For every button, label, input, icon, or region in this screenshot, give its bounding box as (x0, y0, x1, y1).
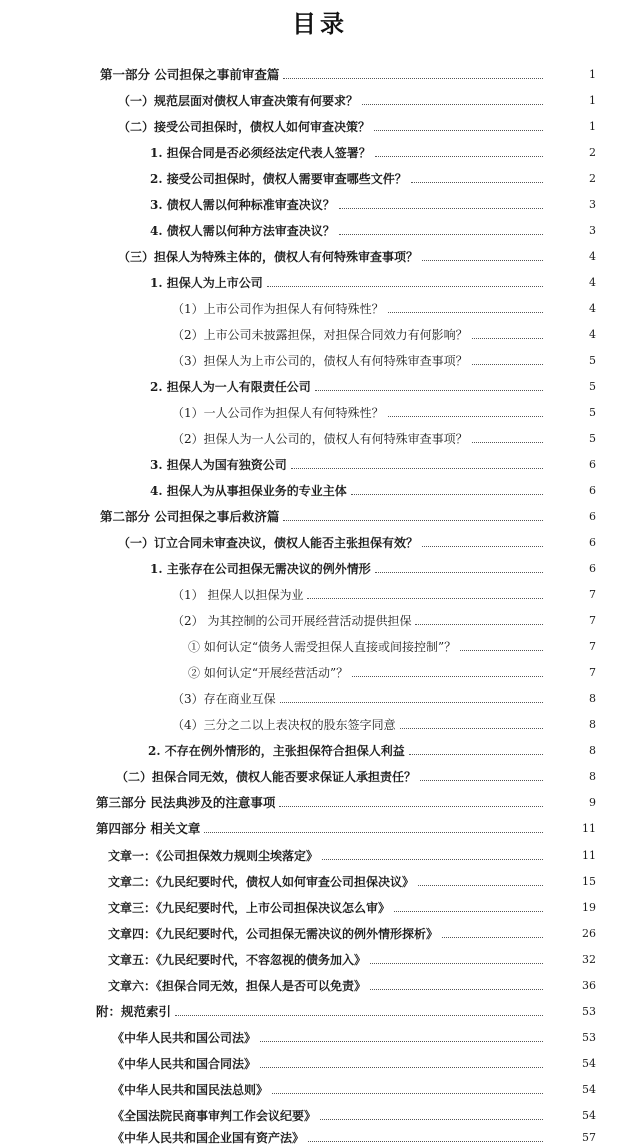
toc-entry[interactable] (112, 1025, 596, 1045)
toc-entry-title: （1）上市公司作为担保人有何特殊性？ (172, 302, 384, 316)
toc-entry[interactable] (150, 478, 596, 498)
toc-leader (415, 624, 543, 625)
toc-entry-title: 2. 不存在例外情形的，主张担保符合担保人利益 (148, 744, 405, 758)
toc-entry-page: 4 (589, 276, 596, 289)
toc-entry-title: 文章五：《九民纪要时代，不容忽视的债务加入》 (108, 953, 367, 967)
toc-entry[interactable] (172, 582, 596, 602)
toc-entry-title: （二）担保合同无效，债权人能否要求保证人承担责任？ (116, 770, 417, 784)
toc-entry-page: 6 (589, 510, 596, 523)
toc-entry-title: 4. 债权人需以何种方法审查决议？ (150, 224, 335, 238)
toc-leader (388, 312, 543, 313)
toc-entry-title: 1. 担保人为上市公司 (150, 276, 263, 290)
toc-entry-page: 7 (589, 640, 596, 653)
toc-leader (472, 364, 543, 365)
toc-entry[interactable] (96, 999, 596, 1019)
toc-entry-title: 文章四：《九民纪要时代，公司担保无需决议的例外情形探析》 (108, 927, 439, 941)
toc-entry-page: 54 (582, 1057, 596, 1070)
toc-entry-page: 8 (589, 770, 596, 783)
toc-leader (308, 1141, 543, 1142)
toc-entry-title: 第二部分 公司担保之事后救济篇 (100, 509, 280, 524)
toc-leader (370, 989, 543, 990)
toc-entry-page: 6 (589, 562, 596, 575)
toc-entry-title: （4）三分之二以上表决权的股东签字同意 (172, 718, 396, 732)
toc-entry-page: 1 (589, 120, 596, 133)
toc-leader (260, 1041, 543, 1042)
toc-entry[interactable] (148, 738, 596, 758)
toc-entry-title: 2. 接受公司担保时，债权人需要审查哪些文件？ (150, 172, 407, 186)
toc-entry-page: 7 (589, 588, 596, 601)
toc-entry-page: 53 (582, 1031, 596, 1044)
toc-entry-page: 8 (589, 718, 596, 731)
toc-leader (283, 520, 543, 521)
toc-entry[interactable] (150, 192, 596, 212)
toc-entry-title: 1. 主张存在公司担保无需决议的例外情形 (150, 562, 371, 576)
toc-entry-title: 文章二：《九民纪要时代，债权人如何审查公司担保决议》 (108, 875, 415, 889)
toc-entry-page: 4 (589, 328, 596, 341)
toc-leader (204, 832, 543, 833)
toc-entry[interactable] (150, 270, 596, 290)
toc-entry-title: 《中华人民共和国企业国有资产法》 (112, 1131, 305, 1145)
toc-leader (322, 859, 543, 860)
toc-entry-page: 8 (589, 692, 596, 705)
toc-entry[interactable] (112, 1051, 596, 1071)
toc-entry-title: 4. 担保人为从事担保业务的专业主体 (150, 484, 347, 498)
toc-leader (175, 1015, 543, 1016)
toc-entry-page: 6 (589, 458, 596, 471)
toc-entry-page: 53 (582, 1005, 596, 1018)
toc-entry[interactable] (96, 816, 596, 836)
toc-entry-title: （3）存在商业互保 (172, 692, 276, 706)
toc-leader (260, 1067, 543, 1068)
toc-leader (422, 260, 543, 261)
toc-leader (374, 130, 543, 131)
toc-entry-title: 3. 债权人需以何种标准审查决议？ (150, 198, 335, 212)
toc-entry-page: 2 (589, 172, 596, 185)
toc-entry-title: （1） 担保人以担保为业 (172, 588, 304, 602)
toc-entry-page: 32 (582, 953, 596, 966)
toc-entry[interactable] (150, 140, 596, 160)
toc-entry[interactable] (172, 686, 596, 706)
toc-entry[interactable] (100, 504, 596, 524)
toc-entry-page: 5 (589, 354, 596, 367)
toc-entry[interactable] (150, 452, 596, 472)
toc-entry[interactable] (172, 400, 596, 420)
toc-leader (375, 156, 543, 157)
toc-entry[interactable] (96, 790, 596, 810)
toc-entry-title: ② 如何认定“开展经营活动”？ (188, 666, 349, 680)
toc-entry-title: ① 如何认定“债务人需受担保人直接或间接控制”？ (188, 640, 457, 654)
toc-leader (411, 182, 543, 183)
toc-leader (472, 338, 543, 339)
toc-leader (307, 598, 543, 599)
toc-leader (339, 234, 543, 235)
toc-leader (352, 676, 543, 677)
toc-entry[interactable] (150, 218, 596, 238)
toc-leader (422, 546, 543, 547)
toc-entry[interactable] (150, 374, 596, 394)
toc-entry-title: 第一部分 公司担保之事前审查篇 (100, 67, 280, 82)
toc-entry-page: 2 (589, 146, 596, 159)
toc-entry-page: 7 (589, 614, 596, 627)
toc-entry-page: 19 (582, 901, 596, 914)
toc-entry-title: 《中华人民共和国合同法》 (112, 1057, 257, 1071)
toc-entry[interactable] (172, 322, 596, 342)
toc-entry[interactable] (118, 88, 596, 108)
toc-entry-page: 5 (589, 380, 596, 393)
toc-entry-title: （二）接受公司担保时，债权人如何审查决策？ (118, 120, 371, 134)
toc-leader (362, 104, 543, 105)
toc-entry[interactable] (150, 166, 596, 186)
toc-entry[interactable] (108, 895, 596, 915)
toc-entry-page: 4 (589, 302, 596, 315)
toc-entry-page: 11 (582, 849, 596, 862)
toc-entry-title: （2）担保人为一人公司的，债权人有何特殊审查事项？ (172, 432, 468, 446)
toc-entry-page: 3 (589, 198, 596, 211)
toc-entry-title: 第四部分 相关文章 (96, 821, 201, 836)
toc-entry-page: 57 (582, 1131, 596, 1144)
toc-entry[interactable] (172, 426, 596, 446)
toc-leader (267, 286, 543, 287)
toc-leader (315, 390, 543, 391)
toc-entry-page: 6 (589, 484, 596, 497)
toc-leader (320, 1119, 543, 1120)
toc-entry[interactable] (112, 1125, 596, 1145)
toc-entry-title: （3）担保人为上市公司的，债权人有何特殊审查事项？ (172, 354, 468, 368)
toc-entry[interactable] (108, 921, 596, 941)
toc-leader (472, 442, 543, 443)
toc-entry-title: 文章六：《担保合同无效，担保人是否可以免责》 (108, 979, 367, 993)
toc-leader (339, 208, 543, 209)
toc-leader (394, 911, 543, 912)
toc-entry-page: 54 (582, 1083, 596, 1096)
toc-entry[interactable] (188, 634, 596, 654)
toc-entry[interactable] (188, 660, 596, 680)
toc-entry-page: 9 (589, 796, 596, 809)
toc-entry-page: 11 (582, 822, 596, 835)
toc-leader (279, 806, 543, 807)
toc-entry-title: （2）上市公司未披露担保，对担保合同效力有何影响？ (172, 328, 468, 342)
toc-entry[interactable] (100, 62, 596, 82)
toc-entry[interactable] (108, 973, 596, 993)
toc-entry-page: 54 (582, 1109, 596, 1122)
toc-leader (375, 572, 543, 573)
toc-entry-title: 第三部分 民法典涉及的注意事项 (96, 795, 276, 810)
toc-leader (409, 754, 543, 755)
toc-entry-page: 8 (589, 744, 596, 757)
toc-leader (400, 728, 543, 729)
toc-entry[interactable] (118, 530, 596, 550)
toc-entry-title: （一）订立合同未审查决议，债权人能否主张担保有效？ (118, 536, 419, 550)
toc-entry-page: 5 (589, 432, 596, 445)
toc-entry-page: 1 (589, 94, 596, 107)
toc-leader (291, 468, 543, 469)
toc-entry-page: 7 (589, 666, 596, 679)
toc-entry-title: （一）规范层面对债权人审查决策有何要求？ (118, 94, 359, 108)
toc-entry-title: 《中华人民共和国民法总则》 (112, 1083, 269, 1097)
toc-entry[interactable] (112, 1077, 596, 1097)
toc-entry[interactable] (172, 348, 596, 368)
toc-entry-title: （1）一人公司作为担保人有何特殊性？ (172, 406, 384, 420)
toc-entry[interactable] (116, 764, 596, 784)
toc-entry-title: （三）担保人为特殊主体的，债权人有何特殊审查事项？ (118, 250, 419, 264)
toc-leader (280, 702, 543, 703)
toc-leader (442, 937, 543, 938)
toc-entry[interactable] (150, 556, 596, 576)
page-title: 目录 (292, 9, 348, 38)
toc-entry[interactable] (108, 843, 596, 863)
toc-entry-page: 3 (589, 224, 596, 237)
toc-entry-title: 3. 担保人为国有独资公司 (150, 458, 287, 472)
toc-entry-page: 4 (589, 250, 596, 263)
toc-entry-title: 文章一：《公司担保效力规则尘埃落定》 (108, 849, 319, 863)
toc-leader (351, 494, 543, 495)
toc-entry-page: 15 (582, 875, 596, 888)
toc-entry-page: 6 (589, 536, 596, 549)
toc-entry[interactable] (172, 712, 596, 732)
toc-entry[interactable] (112, 1103, 596, 1123)
toc-entry-title: 《中华人民共和国公司法》 (112, 1031, 257, 1045)
toc-leader (418, 885, 543, 886)
toc-entry-title: （2） 为其控制的公司开展经营活动提供担保 (172, 614, 412, 628)
toc-entry-page: 36 (582, 979, 596, 992)
toc-entry[interactable] (108, 869, 596, 889)
toc-entry[interactable] (172, 296, 596, 316)
toc-leader (420, 780, 543, 781)
toc-entry-title: 2. 担保人为一人有限责任公司 (150, 380, 311, 394)
toc-entry-title: 1. 担保合同是否必须经法定代表人签署？ (150, 146, 371, 160)
toc-entry[interactable] (172, 608, 596, 628)
toc-entry[interactable] (108, 947, 596, 967)
toc-entry-title: 附：规范索引 (96, 1004, 172, 1019)
toc-entry-title: 《全国法院民商事审判工作会议纪要》 (112, 1109, 317, 1123)
toc-leader (370, 963, 543, 964)
toc-entry-page: 26 (582, 927, 596, 940)
toc-entry[interactable] (118, 244, 596, 264)
toc-leader (272, 1093, 543, 1094)
toc-leader (460, 650, 543, 651)
toc-entry[interactable] (118, 114, 596, 134)
toc-entry-page: 5 (589, 406, 596, 419)
toc-entry-page: 1 (589, 68, 596, 81)
toc-entry-title: 文章三：《九民纪要时代，上市公司担保决议怎么审》 (108, 901, 391, 915)
toc-leader (283, 78, 543, 79)
toc-leader (388, 416, 543, 417)
